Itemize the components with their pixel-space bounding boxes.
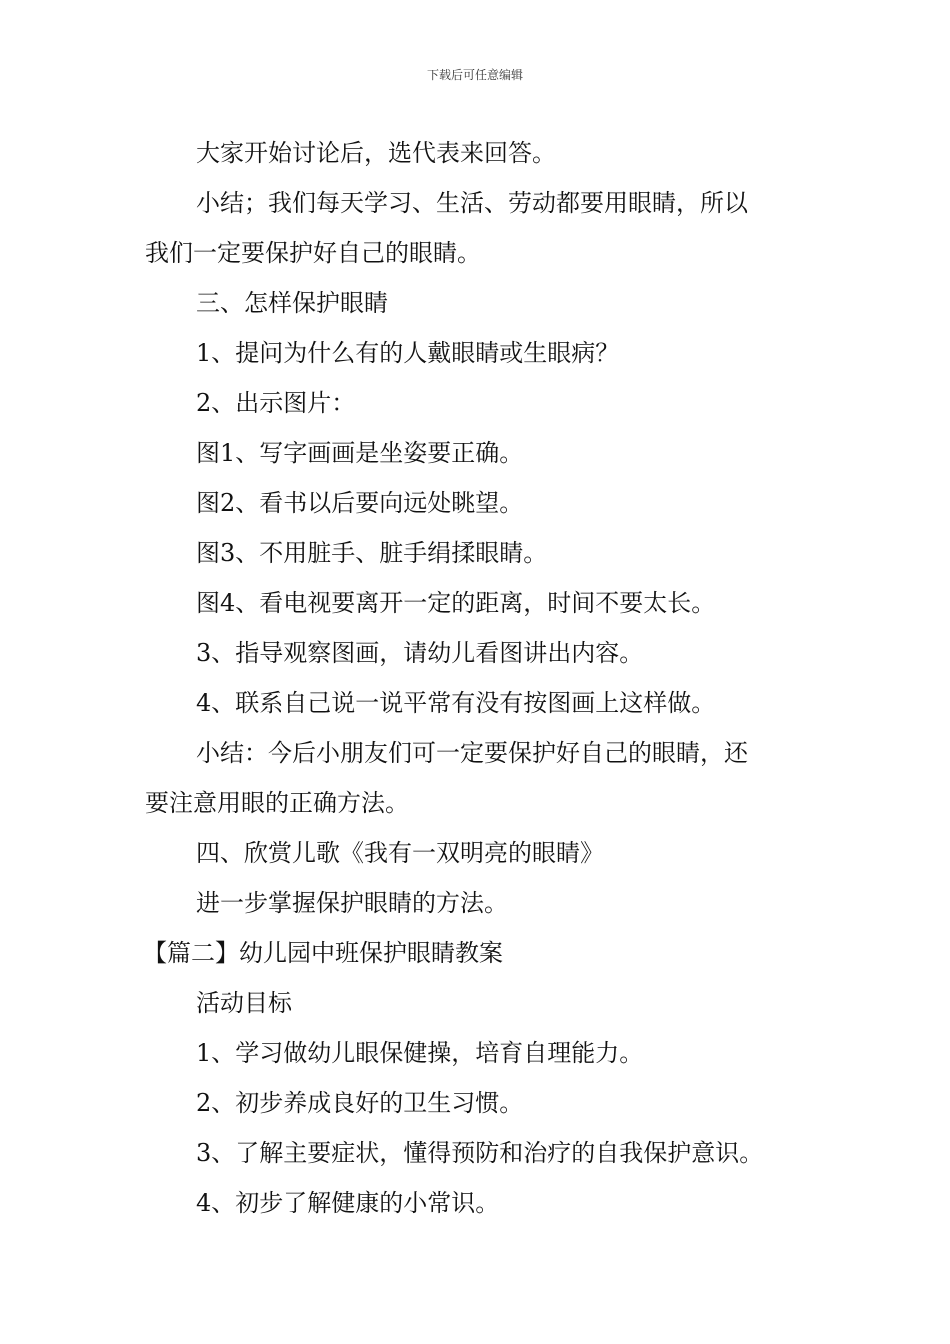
paragraph-line: 图1、写字画画是坐姿要正确。 <box>196 439 524 467</box>
paragraph-line: 图2、看书以后要向远处眺望。 <box>196 489 524 517</box>
page-header: 下载后可任意编辑 <box>426 68 523 82</box>
section-heading: 四、欣赏儿歌《我有一双明亮的眼睛》 <box>196 839 604 867</box>
chapter-heading: 【篇二】幼儿园中班保护眼睛教案 <box>143 939 503 967</box>
paragraph-line: 进一步掌握保护眼睛的方法。 <box>196 889 508 917</box>
paragraph-line: 图3、不用脏手、脏手绢揉眼睛。 <box>196 539 548 567</box>
paragraph-line: 图4、看电视要离开一定的距离，时间不要太长。 <box>196 589 716 617</box>
paragraph-line: 要注意用眼的正确方法。 <box>145 789 409 817</box>
paragraph-line: 小结；我们每天学习、生活、劳动都要用眼睛，所以 <box>196 189 748 217</box>
paragraph-line: 2、初步养成良好的卫生习惯。 <box>196 1089 524 1117</box>
paragraph-line: 小结：今后小朋友们可一定要保护好自己的眼睛，还 <box>196 739 748 767</box>
section-heading: 活动目标 <box>196 989 292 1017</box>
paragraph-line: 1、学习做幼儿眼保健操，培育自理能力。 <box>196 1039 644 1067</box>
paragraph-line: 3、了解主要症状，懂得预防和治疗的自我保护意识。 <box>196 1139 764 1167</box>
paragraph-line: 4、初步了解健康的小常识。 <box>196 1189 500 1217</box>
paragraph-line: 2、出示图片： <box>196 389 356 417</box>
paragraph-line: 1、提问为什么有的人戴眼睛或生眼病？ <box>196 339 620 367</box>
section-heading: 三、怎样保护眼睛 <box>196 289 388 317</box>
paragraph-line: 4、联系自己说一说平常有没有按图画上这样做。 <box>196 689 716 717</box>
document-body <box>145 128 810 1228</box>
paragraph-line: 我们一定要保护好自己的眼睛。 <box>145 239 481 267</box>
paragraph-line: 3、指导观察图画，请幼儿看图讲出内容。 <box>196 639 644 667</box>
paragraph-line: 大家开始讨论后，选代表来回答。 <box>196 139 556 167</box>
